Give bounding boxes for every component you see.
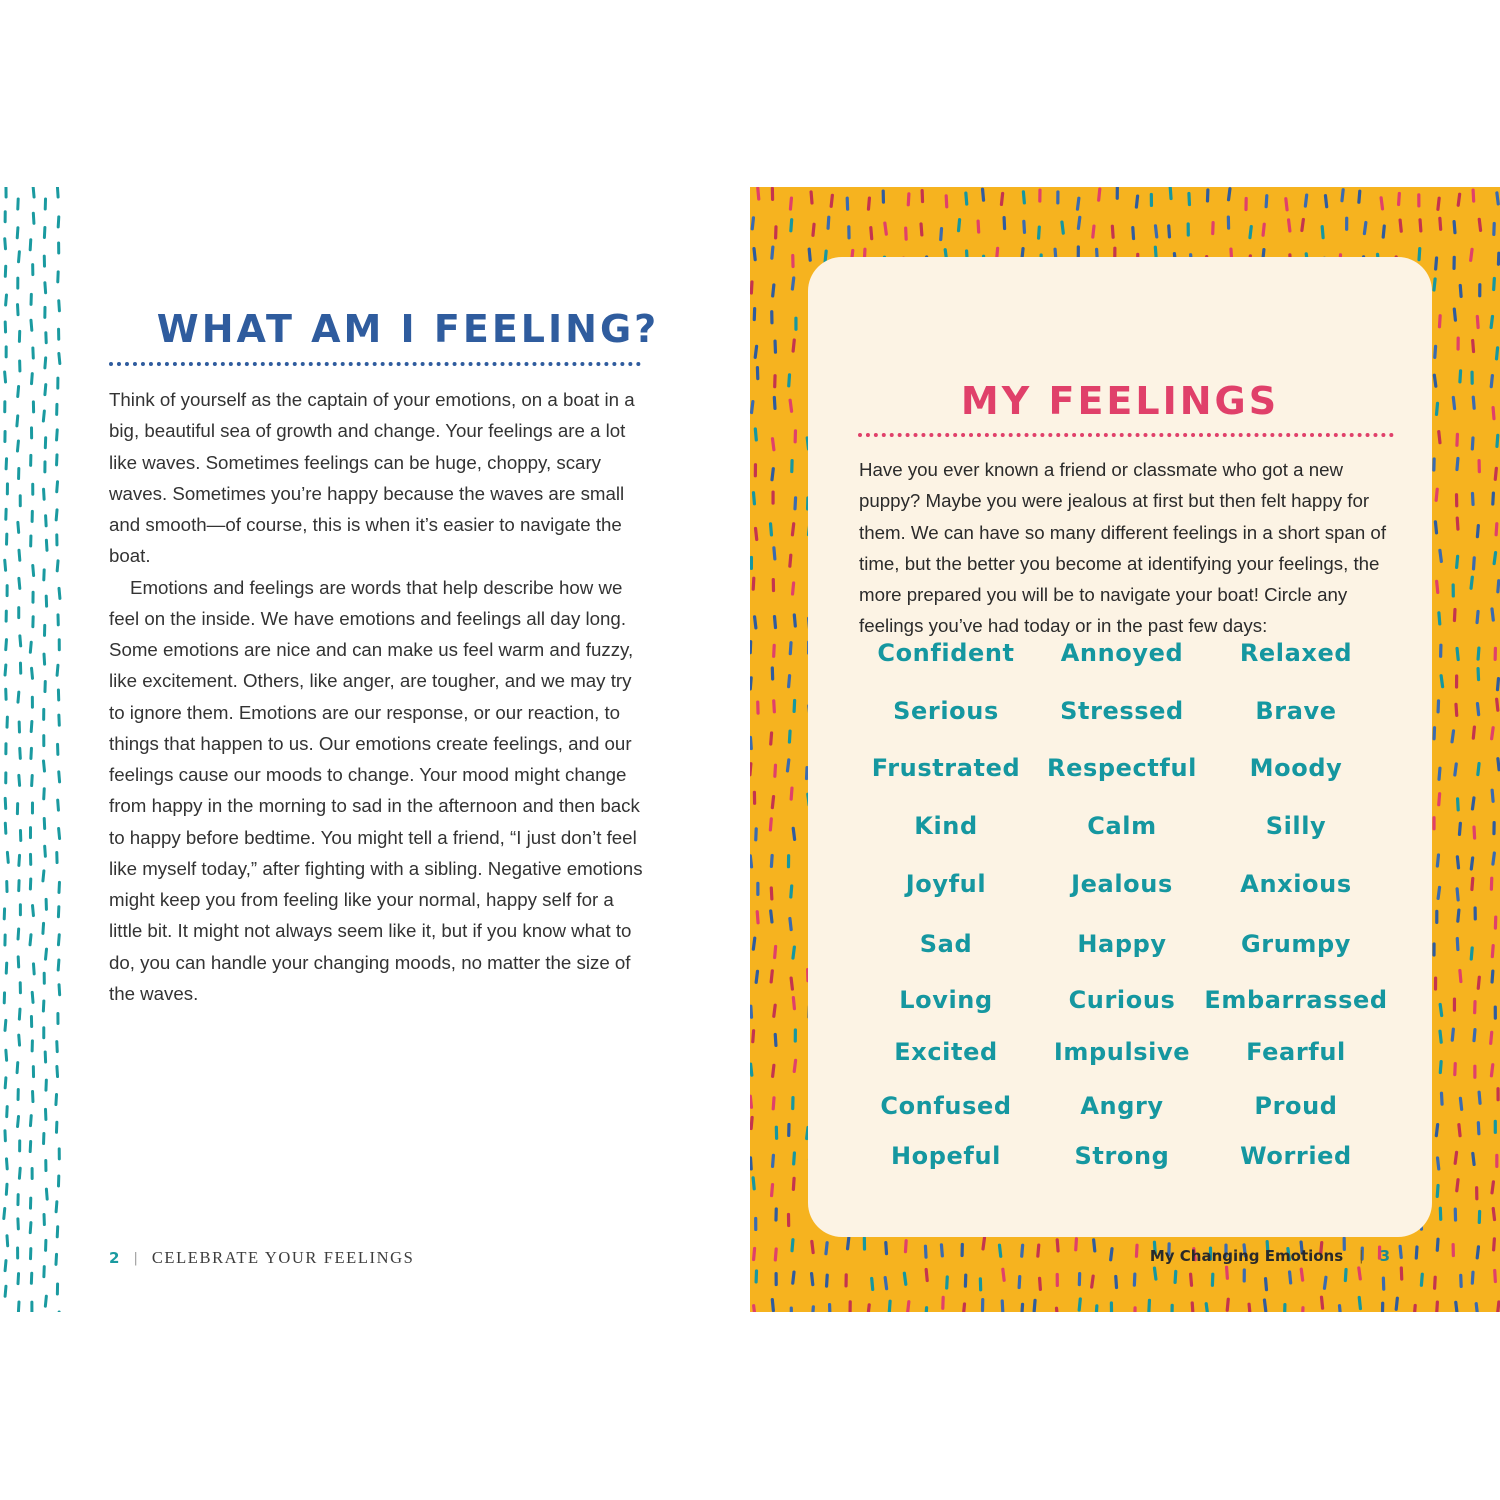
feeling-word[interactable]: Frustrated [871,754,1021,782]
feeling-word[interactable]: Confused [880,1092,1012,1120]
right-page-number: 3 [1379,1247,1390,1265]
left-folio [109,1248,414,1268]
feeling-word[interactable]: Excited [894,1038,998,1066]
feeling-word[interactable]: Respectful [1047,754,1197,782]
feeling-word[interactable]: Brave [1255,697,1337,725]
feeling-word[interactable]: Worried [1240,1142,1352,1170]
feeling-word[interactable]: Kind [914,812,978,840]
feeling-word[interactable]: Hopeful [891,1142,1001,1170]
left-paragraph-1: Think of yourself as the captain of your emotions, on a boat in a big, beautiful sea of growth and change. Your feelings are a lot like waves. Sometimes feelings can be huge, choppy, scary waves. Sometimes you’re happy because the waves are small and smooth—of course, this is when it’s easier to navigate the boat. [109,389,635,567]
left-folio-separator: | [133,1250,138,1266]
left-title-dotted-rule [109,362,641,366]
left-running-title: CELEBRATE YOUR FEELINGS [151,1248,415,1267]
feeling-word[interactable]: Grumpy [1240,930,1352,958]
feeling-word[interactable]: Proud [1254,1092,1338,1120]
right-folio [1150,1247,1390,1265]
feeling-word[interactable]: Fearful [1246,1038,1346,1066]
feelings-grid [808,257,1432,1237]
right-page-title: MY FEELINGS [960,379,1280,423]
feeling-word[interactable]: Stressed [1060,697,1184,725]
right-folio-separator: | [1359,1248,1364,1264]
left-paragraph-2: Emotions and feelings are words that help describe how we feel on the inside. We have emotions and feelings all day long. Some emotions are nice and can make us feel warm and fuzzy, like excitement. Others, like anger, are tougher, and we may try to ignore them. Emotions are our response, or our reaction, to things that happen to us. Our emotions create feelings, and our feelings cause our moods to change. Your mood might change from happy in the morning to sad in the afternoon and then back to happy before bedtime. You might tell a friend, “I just don’t feel like myself today,” after fighting with a sibling. Negative emotions might keep you from feeling like your normal, happy self for a little bit. It might not always seem like it, but if you know what to do, you can handle your changing moods, no matter the size of the waves. [109,576,643,1004]
right-body-text: Have you ever known a friend or classmate who got a new puppy? Maybe you were jealous at first but then felt happy for them. We can have so many different feelings in a short span of time, but the better you become at identifying your feelings, the more prepared you will be to navigate your boat! Circle any feelings you’ve had today or in the past few days: [859,459,1387,637]
right-page [750,187,1500,1312]
feeling-word[interactable]: Jealous [1071,870,1173,898]
left-dash-pattern [0,187,66,1312]
left-body-text [109,384,649,1009]
feeling-word[interactable]: Moody [1249,754,1343,782]
left-page-title: WHAT AM I FEELING? [156,307,660,351]
left-page [66,187,750,1312]
feeling-word[interactable]: Curious [1068,986,1176,1014]
feeling-word[interactable]: Happy [1077,930,1167,958]
feeling-word[interactable]: Calm [1087,812,1157,840]
feeling-word[interactable]: Strong [1074,1142,1170,1170]
feeling-word[interactable]: Confident [877,639,1015,667]
feeling-word[interactable]: Anxious [1240,870,1352,898]
feeling-word[interactable]: Serious [893,697,999,725]
feeling-word[interactable]: Silly [1265,812,1327,840]
left-page-number: 2 [109,1249,120,1267]
feeling-word[interactable]: Loving [899,986,993,1014]
feeling-word[interactable]: Relaxed [1239,639,1353,667]
feeling-word[interactable]: Impulsive [1053,1038,1191,1066]
feeling-word[interactable]: Annoyed [1060,639,1184,667]
right-running-title: My Changing Emotions [1149,1247,1344,1265]
feeling-word[interactable]: Embarrassed [1204,986,1388,1014]
feeling-word[interactable]: Joyful [905,870,987,898]
feeling-word[interactable]: Sad [919,930,973,958]
feelings-card [808,257,1432,1237]
feeling-word[interactable]: Angry [1080,1092,1164,1120]
